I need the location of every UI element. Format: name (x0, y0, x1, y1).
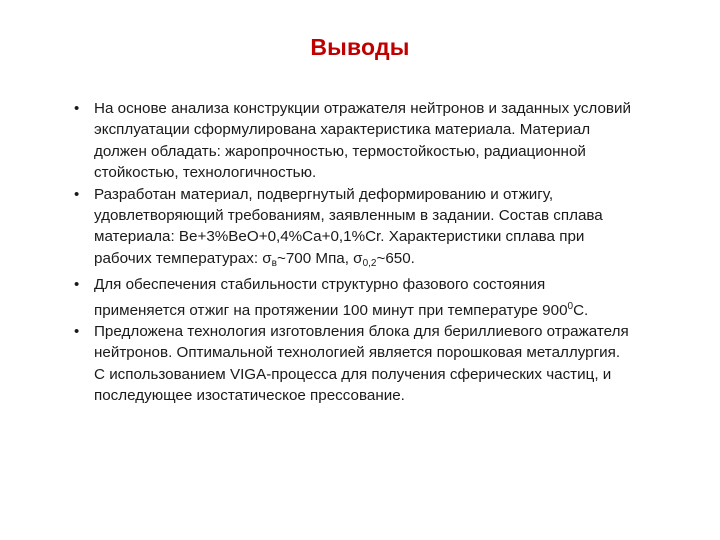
subscript: в (271, 257, 277, 269)
bullet-icon: • (74, 323, 80, 341)
bullet-text-part: ~700 Мпа, σ (276, 249, 363, 267)
conclusions-list (74, 98, 634, 407)
bullet-text-part: С. (573, 301, 589, 319)
bullet-item (74, 98, 634, 184)
bullet-icon: • (74, 276, 80, 294)
bullet-item (74, 321, 634, 407)
bullet-item (74, 274, 634, 321)
bullet-text (94, 276, 588, 318)
bullet-text (94, 186, 603, 267)
bullet-text-part: Разработан материал, подвергнутый деформированию и отжигу, удовлетворяющий требованиям, заявленным в задании. Состав сплава материала: Be+3%BeO+0,4%Ca+0,1%Cr. Характеристики сплава при рабочих температурах: σ (94, 185, 603, 267)
bullet-text-part: Для обеспечения стабильности структурно фазового состояния применяется отжиг на протяжении 100 минут при температуре 900 (94, 276, 568, 319)
bullet-text: На основе анализа конструкции отражателя нейтронов и заданных условий эксплуатации сформулирована характеристика материала. Материал должен обладать: жаропрочностью, термостойкостью, радиационной стойкостью, технологичностью. (94, 100, 631, 182)
slide-title: Выводы (310, 34, 410, 60)
bullet-text: Предложена технология изготовления блока для бериллиевого отражателя нейтронов. Оптимальной технологией является порошковая металлургия. С использованием VIGA-процесса для получения сферических частиц, и последующее изостатическое прессование. (94, 323, 629, 405)
bullet-item (74, 184, 634, 275)
subscript: 0,2 (362, 257, 377, 269)
superscript: 0 (567, 300, 574, 312)
bullet-icon: • (74, 185, 80, 203)
bullet-icon: • (74, 100, 80, 117)
bullet-text-part: ~650. (376, 249, 415, 267)
